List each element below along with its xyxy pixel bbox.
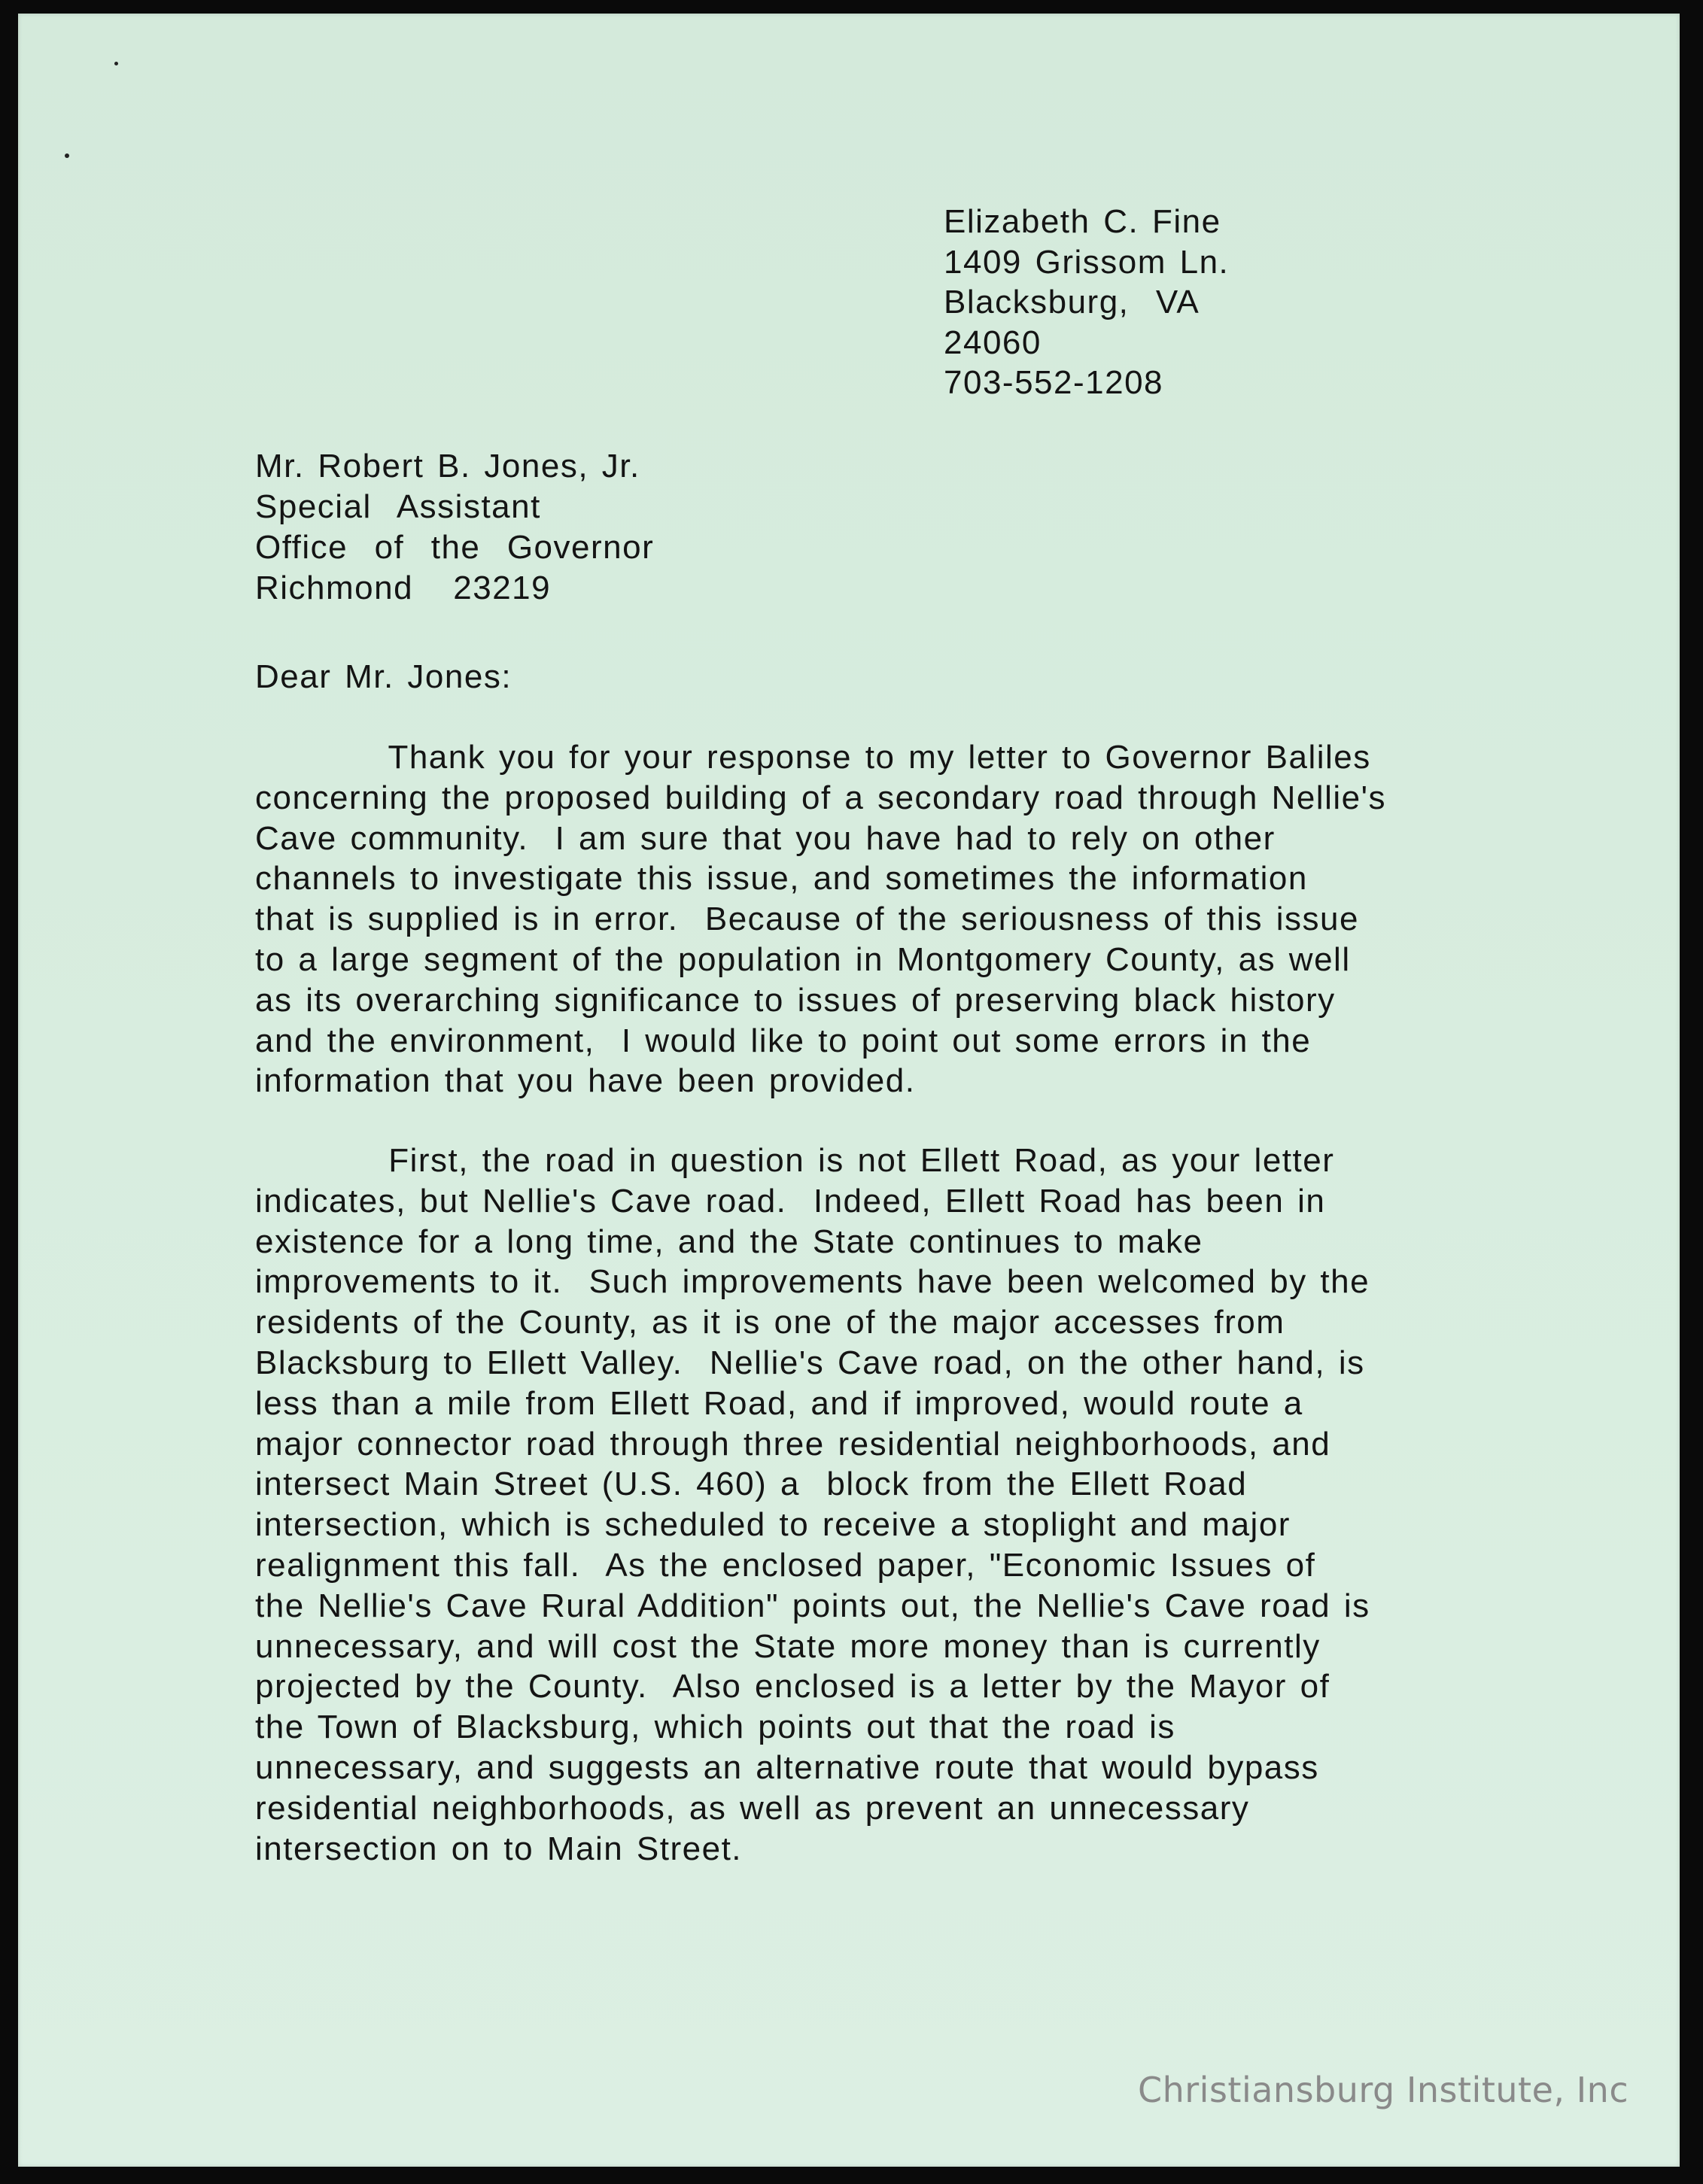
paragraph-line: concerning the proposed building of a secondary road through Nellie's xyxy=(255,779,1387,816)
paragraph-line: intersection, which is scheduled to receive a stoplight and major xyxy=(255,1506,1291,1544)
sender-city-state: Blacksburg, VA xyxy=(944,284,1200,320)
paragraph-line: less than a mile from Ellett Road, and if improved, would route a xyxy=(255,1384,1303,1422)
watermark-text: Christiansburg Institute, Inc xyxy=(1138,2070,1629,2110)
paragraph-line: existence for a long time, and the State continues to make xyxy=(255,1223,1203,1260)
paragraph-line: the Town of Blacksburg, which points out that the road is xyxy=(255,1709,1175,1746)
sender-name: Elizabeth C. Fine xyxy=(944,203,1221,240)
salutation: Dear Mr. Jones: xyxy=(255,658,512,695)
paragraph-line: to a large segment of the population in Montgomery County, as well xyxy=(255,940,1351,978)
paragraph-line: indicates, but Nellie's Cave road. Indeed, Ellett Road has been in xyxy=(255,1182,1326,1220)
paragraph-line: unnecessary, and suggests an alternative route that would bypass xyxy=(255,1748,1319,1786)
body-paragraph-2 xyxy=(255,1141,1370,1869)
paragraph-line: Blacksburg to Ellett Valley. Nellie's Cave road, on the other hand, is xyxy=(255,1344,1365,1381)
body-paragraph-1 xyxy=(255,737,1386,1101)
sender-phone: 703-552-1208 xyxy=(944,364,1164,401)
paragraph-line: improvements to it. Such improvements have been welcomed by the xyxy=(255,1263,1370,1301)
paragraph-line: intersection on to Main Street. xyxy=(255,1830,743,1867)
paragraph-line: First, the road in question is not Ellett Road, as your letter xyxy=(255,1142,1335,1179)
paragraph-line: that is supplied is in error. Because of the seriousness of this issue xyxy=(255,901,1359,938)
paragraph-line: realignment this fall. As the enclosed paper, "Economic Issues of xyxy=(255,1546,1316,1584)
paragraph-line: residents of the County, as it is one of the major accesses from xyxy=(255,1304,1285,1341)
paragraph-line: intersect Main Street (U.S. 460) a block from the Ellett Road xyxy=(255,1466,1248,1503)
paragraph-line: unnecessary, and will cost the State more money than is currently xyxy=(255,1627,1321,1665)
letter-page xyxy=(18,14,1680,2167)
paragraph-line: as its overarching significance to issues of preserving black history xyxy=(255,981,1336,1019)
paragraph-line: Cave community. I am sure that you have had to rely on other xyxy=(255,819,1276,857)
sender-address-block xyxy=(944,202,1229,403)
paragraph-line: Thank you for your response to my letter to Governor Baliles xyxy=(255,739,1371,776)
paper-speck xyxy=(114,62,118,65)
paragraph-line: residential neighborhoods, as well as prevent an unnecessary xyxy=(255,1789,1250,1827)
recipient-office: Office of the Governor xyxy=(255,529,655,566)
sender-street: 1409 Grissom Ln. xyxy=(944,243,1230,281)
paragraph-line: major connector road through three residential neighborhoods, and xyxy=(255,1425,1331,1463)
paragraph-line: and the environment, I would like to point out some errors in the xyxy=(255,1022,1312,1059)
recipient-city-zip: Richmond 23219 xyxy=(255,570,552,606)
paragraph-line: the Nellie's Cave Rural Addition" points out, the Nellie's Cave road is xyxy=(255,1587,1370,1624)
paragraph-line: information that you have been provided. xyxy=(255,1062,916,1100)
recipient-name: Mr. Robert B. Jones, Jr. xyxy=(255,448,640,484)
sender-zip: 24060 xyxy=(944,323,1042,361)
paragraph-line: channels to investigate this issue, and sometimes the information xyxy=(255,860,1308,898)
paper-speck xyxy=(65,153,69,158)
recipient-title: Special Assistant xyxy=(255,488,541,525)
paragraph-line: projected by the County. Also enclosed is a letter by the Mayor of xyxy=(255,1668,1330,1706)
recipient-address-block xyxy=(255,446,654,609)
